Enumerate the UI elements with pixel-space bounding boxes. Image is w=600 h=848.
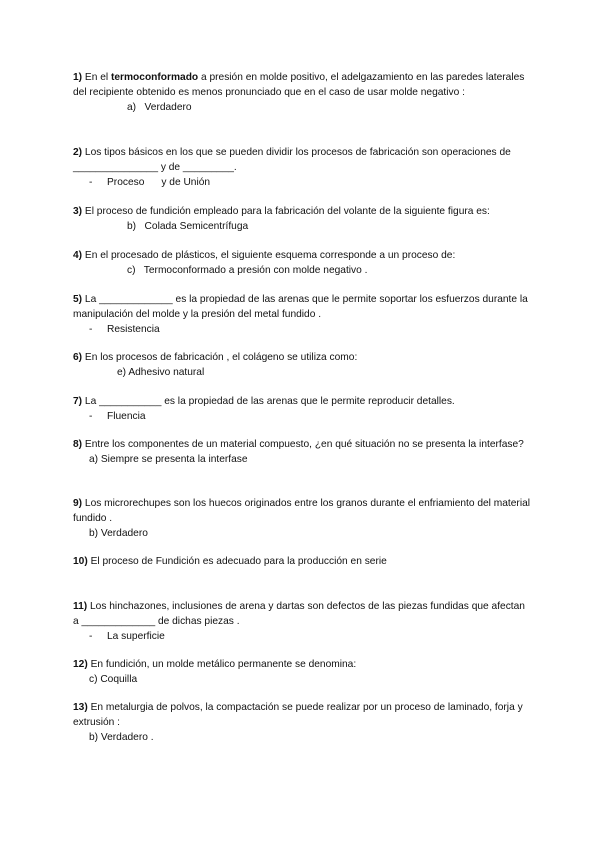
question-text: 4) En el procesado de plásticos, el siguiente esquema corresponde a un proceso de: <box>73 250 456 261</box>
dash-bullet: - <box>89 177 93 188</box>
answer: - Fluencia <box>73 409 533 424</box>
question-7 <box>73 394 533 424</box>
answer: b) Verdadero <box>89 528 148 539</box>
answer: - La superficie <box>73 629 533 644</box>
question-number: 13) <box>73 702 88 713</box>
question-number: 3) <box>73 206 83 217</box>
answer: c) Termoconformado a presión con molde negativo . <box>127 265 368 276</box>
question-number: 12) <box>73 659 88 670</box>
question-number: 8) <box>73 439 83 450</box>
question-number: 1) <box>73 72 83 83</box>
dash-bullet: - <box>89 411 93 422</box>
question-number: 11) <box>73 601 88 612</box>
answer: a) Verdadero <box>127 102 192 113</box>
question-13 <box>73 700 533 745</box>
question-3 <box>73 204 533 234</box>
question-2 <box>73 145 533 190</box>
question-number: 10) <box>73 556 88 567</box>
answer: c) Coquilla <box>89 674 138 685</box>
question-number: 6) <box>73 352 83 363</box>
question-text: 9) Los microrechupes son los huecos originados entre los granos durante el enfriamiento del material fundido . <box>73 498 531 524</box>
question-text: 13) En metalurgia de polvos, la compactación se puede realizar por un proceso de laminado, forja y extrusión : <box>73 702 523 728</box>
question-text: 8) Entre los componentes de un material compuesto, ¿en qué situación no se presenta la interfase? <box>73 439 524 450</box>
question-text: 12) En fundición, un molde metálico permanente se denomina: <box>73 659 357 670</box>
question-text: 1) En el termoconformado a presión en molde positivo, el adelgazamiento en las paredes laterales del recipiente obtenido es menos pronunciado que en el caso de usar molde negativo : <box>73 72 525 98</box>
answer: e) Adhesivo natural <box>117 367 205 378</box>
bold-term: termoconformado <box>110 72 199 83</box>
question-number: 2) <box>73 147 83 158</box>
question-text: 11) Los hinchazones, inclusiones de arena y dartas son defectos de las piezas fundidas que afectan a _____________ de dichas piezas . <box>73 601 525 627</box>
question-text: 3) El proceso de fundición empleado para la fabricación del volante de la siguiente figura es: <box>73 206 490 217</box>
question-9 <box>73 496 533 541</box>
question-number: 9) <box>73 498 83 509</box>
answer: - Resistencia <box>73 322 533 337</box>
question-text: 10) El proceso de Fundición es adecuado para la producción en serie <box>73 556 387 567</box>
question-number: 4) <box>73 250 83 261</box>
question-text: 7) La ___________ es la propiedad de las arenas que le permite reproducir detalles. <box>73 396 455 407</box>
answer: b) Verdadero . <box>89 732 154 743</box>
question-6 <box>73 350 533 380</box>
question-text: 5) La _____________ es la propiedad de las arenas que le permite soportar los esfuerzos durante la manipulación del molde y la presión del metal fundido . <box>73 294 528 320</box>
question-number: 7) <box>73 396 83 407</box>
answer: b) Colada Semicentrífuga <box>127 221 249 232</box>
question-number: 5) <box>73 294 83 305</box>
question-4 <box>73 248 533 278</box>
question-text: 6) En los procesos de fabricación , el colágeno se utiliza como: <box>73 352 358 363</box>
question-5 <box>73 292 533 337</box>
question-text: 2) Los tipos básicos en los que se pueden dividir los procesos de fabricación son operaciones de _______________ y de _________. <box>73 147 511 173</box>
question-1 <box>73 70 533 115</box>
question-10 <box>73 554 533 569</box>
answer: a) Siempre se presenta la interfase <box>89 454 248 465</box>
dash-bullet: - <box>89 631 93 642</box>
question-8 <box>73 437 533 467</box>
question-12 <box>73 657 533 687</box>
answer: - Proceso y de Unión <box>73 175 533 190</box>
question-11 <box>73 599 533 644</box>
dash-bullet: - <box>89 324 93 335</box>
